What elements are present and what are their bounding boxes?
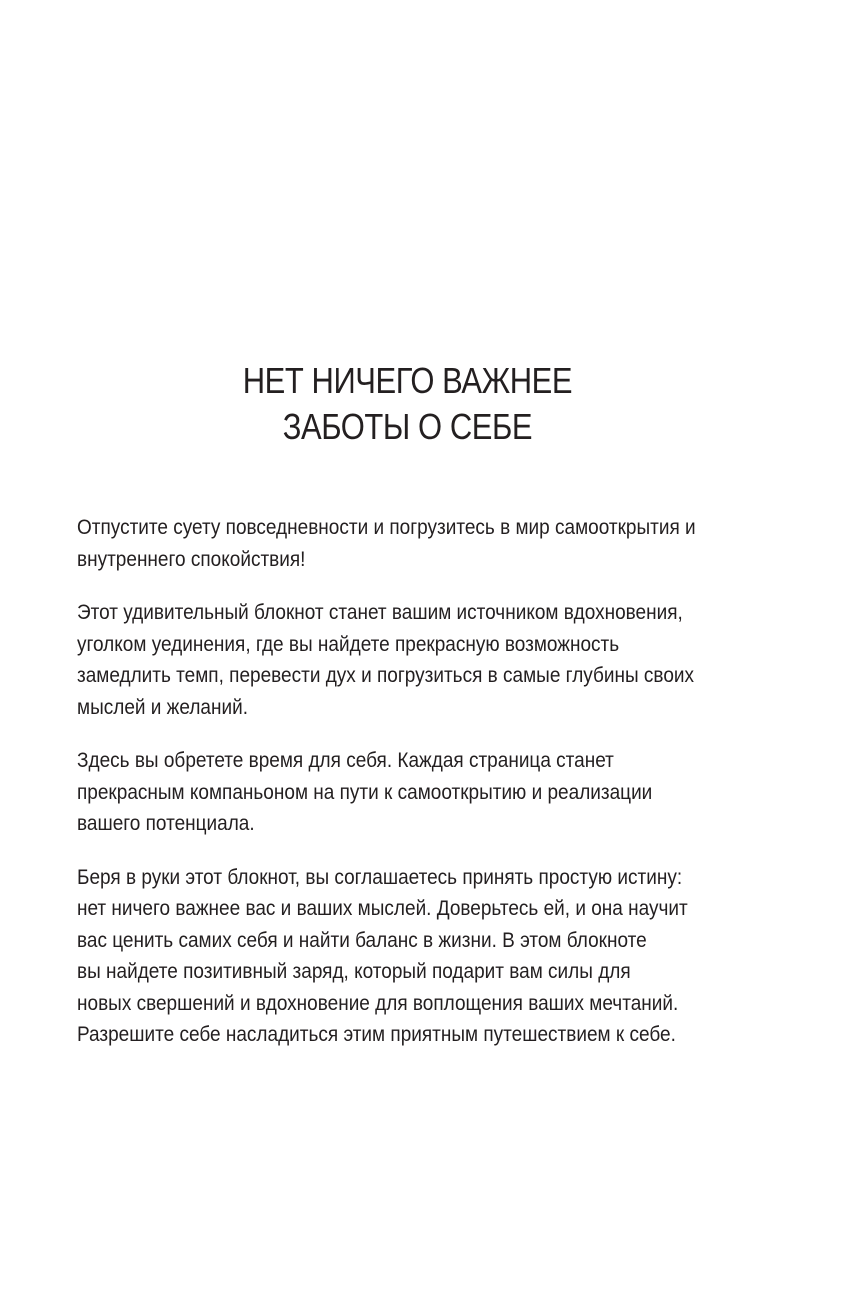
page-title: [57, 358, 758, 450]
paragraph-line: Здесь вы обретете время для себя. Каждая страница станет: [77, 749, 614, 772]
paragraph-line: Этот удивительный блокнот станет вашим источником вдохновения,: [77, 601, 683, 624]
paragraph-line: вас ценить самих себя и найти баланс в жизни. В этом блокноте: [77, 928, 647, 952]
page-title-line: ЗАБОТЫ О СЕБЕ: [282, 406, 533, 447]
paragraph-1: [77, 512, 767, 575]
body-text: [77, 512, 767, 1073]
paragraph-line: мыслей и желаний.: [77, 695, 249, 719]
paragraph-line: замедлить темп, перевести дух и погрузиться в самые глубины своих: [77, 664, 695, 687]
paragraph-2: [77, 597, 767, 723]
page-title-line: НЕТ НИЧЕГО ВАЖНЕЕ: [242, 360, 573, 401]
paragraph-line: вы найдете позитивный заряд, который подарит вам силы для: [77, 960, 631, 983]
paragraph-line: новых свершений и вдохновение для воплощения ваших мечтаний.: [77, 991, 679, 1015]
paragraph-line: вашего потенциала.: [77, 812, 255, 835]
paragraph-line: Беря в руки этот блокнот, вы соглашаетесь принять простую истину:: [77, 865, 683, 889]
paragraph-line: уголком уединения, где вы найдете прекрасную возможность: [77, 632, 620, 656]
paragraph-line: внутреннего спокойствия!: [77, 547, 306, 571]
paragraph-line: Разрешите себе насладиться этим приятным путешествием к себе.: [77, 1023, 676, 1046]
paragraph-4: [77, 862, 767, 1051]
paragraph-line: Отпустите суету повседневности и погрузитесь в мир самооткрытия и: [77, 516, 696, 539]
paragraph-line: прекрасным компаньоном на пути к самооткрытию и реализации: [77, 780, 653, 804]
paragraph-line: нет ничего важнее вас и ваших мыслей. Доверьтесь ей, и она научит: [77, 897, 688, 920]
paragraph-3: [77, 745, 767, 840]
